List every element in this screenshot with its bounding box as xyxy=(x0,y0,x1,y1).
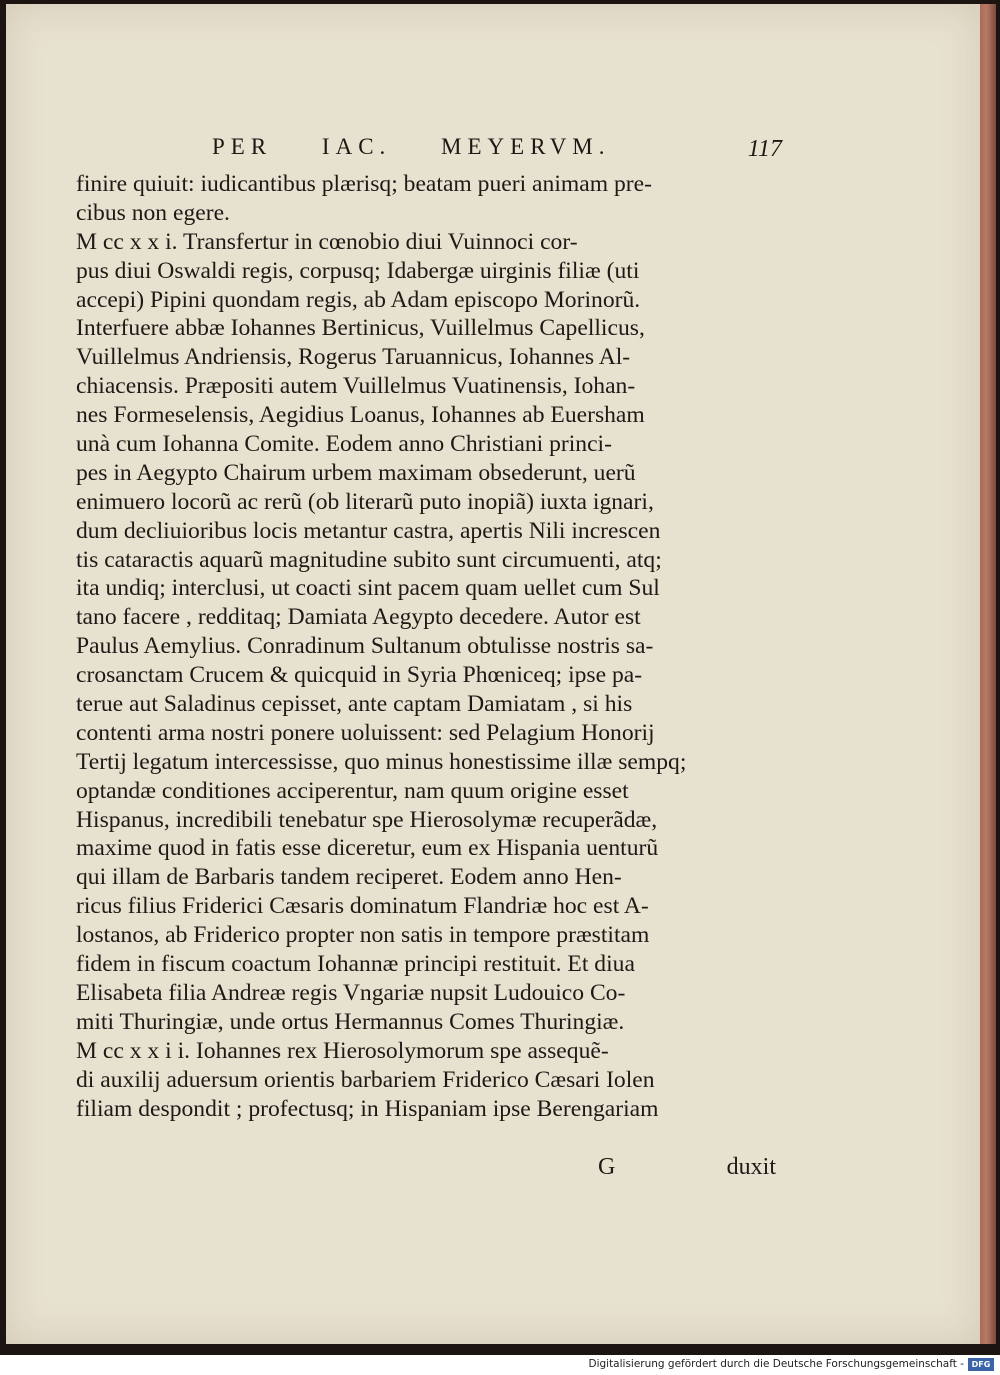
page-edge xyxy=(980,4,996,1344)
text-line: M cc x x i. Transfertur in cœnobio diui Vuinnoci cor- xyxy=(76,228,578,255)
text-line: ita undiq; interclusi, ut coacti sint pacem quam uellet cum Sul xyxy=(76,575,660,602)
body-text xyxy=(76,170,776,1123)
text-line: finire quiuit: iudicantibus plærisq; beatam pueri animam pre- xyxy=(76,171,652,197)
text-line: ricus filius Friderici Cæsaris dominatum Flandriæ hoc est A- xyxy=(76,893,649,920)
running-head: PER IAC. MEYERVM. xyxy=(212,134,611,159)
text-line: pus diui Oswaldi regis, corpusq; Idabergæ uirginis filiæ (uti xyxy=(76,257,640,284)
text-line: pes in Aegypto Chairum urbem maximam obsederunt, uerũ xyxy=(76,459,636,486)
catchword-row xyxy=(76,1154,776,1184)
text-line: terue aut Saladinus cepisset, ante captam Damiatam , si his xyxy=(76,691,633,718)
text-line: Paulus Aemylius. Conradinum Sultanum obtulisse nostris sa- xyxy=(76,633,654,660)
signature-mark: G xyxy=(598,1154,616,1180)
text-line: Elisabeta filia Andreæ regis Vngariæ nupsit Ludouico Co- xyxy=(76,979,626,1006)
text-line: optandæ conditiones acciperentur, nam quum origine esset xyxy=(76,777,629,804)
text-line: M cc x x i i. Iohannes rex Hierosolymorum spe assequẽ- xyxy=(76,1037,609,1064)
text-line: accepi) Pipini quondam regis, ab Adam episcopo Morinorũ. xyxy=(76,286,641,313)
footer-bar xyxy=(0,1355,1000,1375)
text-line: filiam despondit ; profectusq; in Hispaniam ipse Berengariam xyxy=(76,1095,659,1122)
footer-credit: Digitalisierung gefördert durch die Deutsche Forschungsgemeinschaft - xyxy=(588,1358,964,1370)
text-line: cibus non egere. xyxy=(76,199,230,226)
text-line: dum decliuioribus locis metantur castra, apertis Nili increscen xyxy=(76,517,661,544)
text-line: nes Formeselensis, Aegidius Loanus, Iohannes ab Euersham xyxy=(76,402,645,429)
text-line: tis cataractis aquarũ magnitudine subito sunt circumuenti, atq; xyxy=(76,546,662,573)
text-line: contenti arma nostri ponere uoluissent: sed Pelagium Honorij xyxy=(76,719,655,746)
dfg-logo-icon: DFG xyxy=(968,1358,994,1371)
page-header xyxy=(212,134,782,170)
text-line: qui illam de Barbaris tandem reciperet. Eodem anno Hen- xyxy=(76,864,622,891)
text-line: enimuero locorũ ac rerũ (ob literarũ puto inopiã) iuxta ignari, xyxy=(76,488,654,515)
text-line: di auxilij aduersum orientis barbariem Friderico Cæsari Iolen xyxy=(76,1066,655,1093)
text-line: maxime quod in fatis esse diceretur, eum ex Hispania uenturũ xyxy=(76,835,659,862)
text-line: Hispanus, incredibili tenebatur spe Hierosolymæ recuperãdæ, xyxy=(76,806,658,833)
text-line: crosanctam Crucem & quicquid in Syria Phœniceq; ipse pa- xyxy=(76,662,643,689)
catchword: duxit xyxy=(726,1154,776,1180)
text-line: lostanos, ab Friderico propter non satis in tempore præstitam xyxy=(76,922,650,949)
text-line: fidem in fiscum coactum Iohannæ principi restituit. Et diua xyxy=(76,951,635,978)
text-line: miti Thuringiæ, unde ortus Hermannus Comes Thuringiæ. xyxy=(76,1008,625,1035)
text-line: Vuillelmus Andriensis, Rogerus Taruannicus, Iohannes Al- xyxy=(76,344,631,371)
text-line: Tertij legatum intercessisse, quo minus honestissime illæ sempq; xyxy=(76,748,687,775)
text-line: tano facere , redditaq; Damiata Aegypto decedere. Autor est xyxy=(76,604,641,631)
text-line: unà cum Iohanna Comite. Eodem anno Christiani princi- xyxy=(76,431,612,458)
text-line: Interfuere abbæ Iohannes Bertinicus, Vuillelmus Capellicus, xyxy=(76,315,645,342)
page-number: 117 xyxy=(747,136,782,162)
text-line: chiacensis. Præpositi autem Vuillelmus Vuatinensis, Iohan- xyxy=(76,373,636,400)
